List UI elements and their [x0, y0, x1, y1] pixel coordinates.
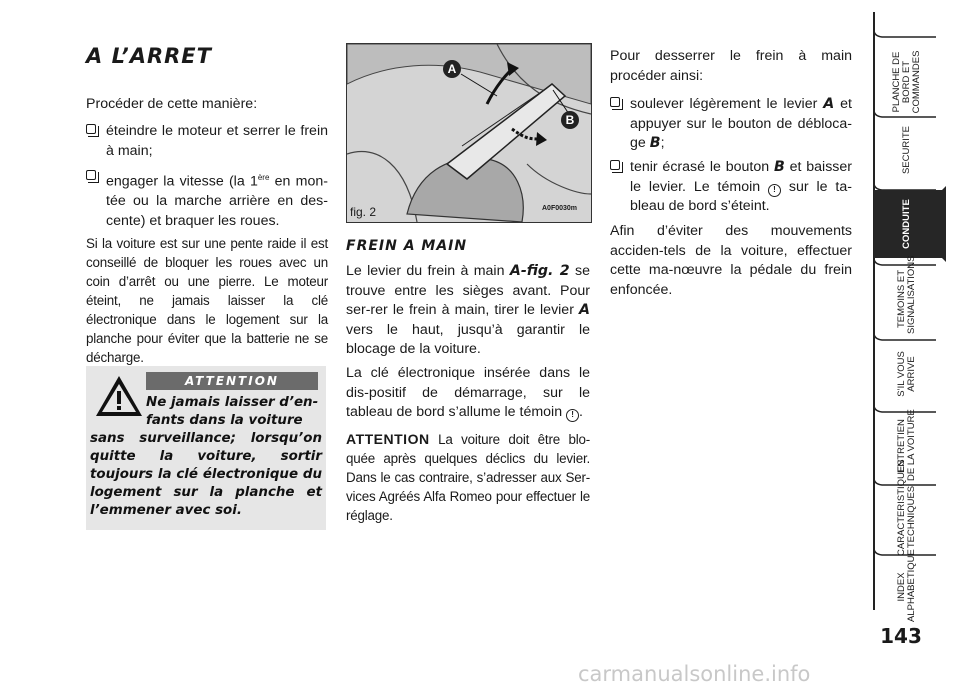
callout-a: A	[443, 60, 461, 78]
checkbox-bullet-icon	[86, 124, 96, 134]
attention-header: ATTENTION	[146, 372, 318, 390]
tab-securite[interactable]: SECURITE	[901, 125, 912, 175]
list-item	[86, 122, 328, 161]
list-item	[610, 95, 852, 154]
slope-paragraph: Si la voiture est sur une pente raide il est conseillé de bloquer les roues avec un coin d’arrêt ou une pierre. Le moteur éteint, ne jamais laisser la clé électronique dans le logement sur la planche pour éviter que la batterie ne se décharge.	[86, 236, 328, 365]
attention-text: Ne jamais laisser d’en- fants dans la voiture sans surveillance; lorsqu’on quitte la voiture, sortir toujours la clé électronique du logement sur la planche et l’emmener avec soi.	[90, 395, 322, 518]
handbrake-illustration	[347, 44, 591, 222]
checkbox-bullet-icon	[610, 160, 620, 170]
handbrake-heading: FREIN A MAIN	[346, 238, 468, 254]
handbrake-paragraph-2: La clé électronique insérée dans le dis-positif de démarrage, sur le tableau de bord s’allume le témoin ! .	[346, 365, 590, 420]
tab-planche-de-bord[interactable]: PLANCHE DE BORD ET COMMANDES	[891, 50, 922, 114]
tab-caracteristiques[interactable]: CARACTERISTIQUES TECHNIQUES	[896, 459, 917, 556]
chapter-tabs	[872, 0, 960, 692]
checkbox-bullet-icon	[86, 170, 96, 180]
release-outro: Afin d’éviter des mouvements acciden-tels de la voiture, effectuer cette ma-nœuvre la pédale du frein enfoncée.	[610, 223, 852, 298]
watermark: carmanualsonline.info	[578, 662, 811, 686]
intro-text: Procéder de cette manière:	[86, 96, 258, 112]
brake-warning-lamp-icon: !	[566, 409, 579, 422]
attention-box	[86, 366, 326, 530]
figure-caption: fig. 2	[350, 205, 377, 219]
release-intro: Pour desserrer le frein à main procéder ainsi:	[610, 48, 852, 84]
handbrake-paragraph-1: Le levier du frein à main A-fig. 2 se trouve entre les sièges avant. Pour ser-rer le frein à main, tirer le levier A vers le haut, jusqu’à garantir le blocage de la voiture.	[346, 263, 590, 357]
tab-sil-vous-arrive[interactable]: S’IL VOUS ARRIVE	[896, 351, 917, 397]
tab-index[interactable]: INDEX ALPHABETIQUE	[896, 549, 917, 622]
list-item	[610, 158, 852, 217]
list-item	[86, 168, 328, 231]
bullet-text: engager la vitesse (la 1ère en mon-tée ou la marche arrière en des-cente) et braquer les roues.	[106, 173, 328, 229]
brake-warning-lamp-icon: !	[768, 184, 781, 197]
figure-code: A0F0030m	[542, 205, 578, 212]
callout-b: B	[561, 111, 579, 129]
tab-conduite[interactable]: CONDUITE	[901, 199, 912, 249]
section-title: A L’ARRET	[86, 44, 212, 68]
bullet-text: soulever légèrement le levier A et appuyer sur le bouton de débloca-ge B;	[630, 96, 852, 151]
bullet-text: tenir écrasé le bouton B et baisser le levier. Le témoin ! sur le ta-bleau de bord s’éteint.	[630, 159, 853, 214]
page-number: 143	[880, 624, 922, 648]
checkbox-bullet-icon	[610, 97, 620, 107]
handbrake-figure	[346, 43, 592, 223]
tab-temoins[interactable]: TEMOINS ET SIGNALISATIONS	[896, 255, 917, 334]
tab-entretien[interactable]: ENTRETIEN DE LA VOITURE	[896, 409, 917, 481]
handbrake-paragraph-3: ATTENTION La voiture doit être blo-quée après quelques déclics du levier. Dans le cas contraire, s’adresser aux Ser-vices Agréés Alfa Romeo pour effectuer le réglage.	[346, 431, 590, 523]
bullet-text: éteindre le moteur et serrer le frein à main;	[106, 123, 328, 159]
